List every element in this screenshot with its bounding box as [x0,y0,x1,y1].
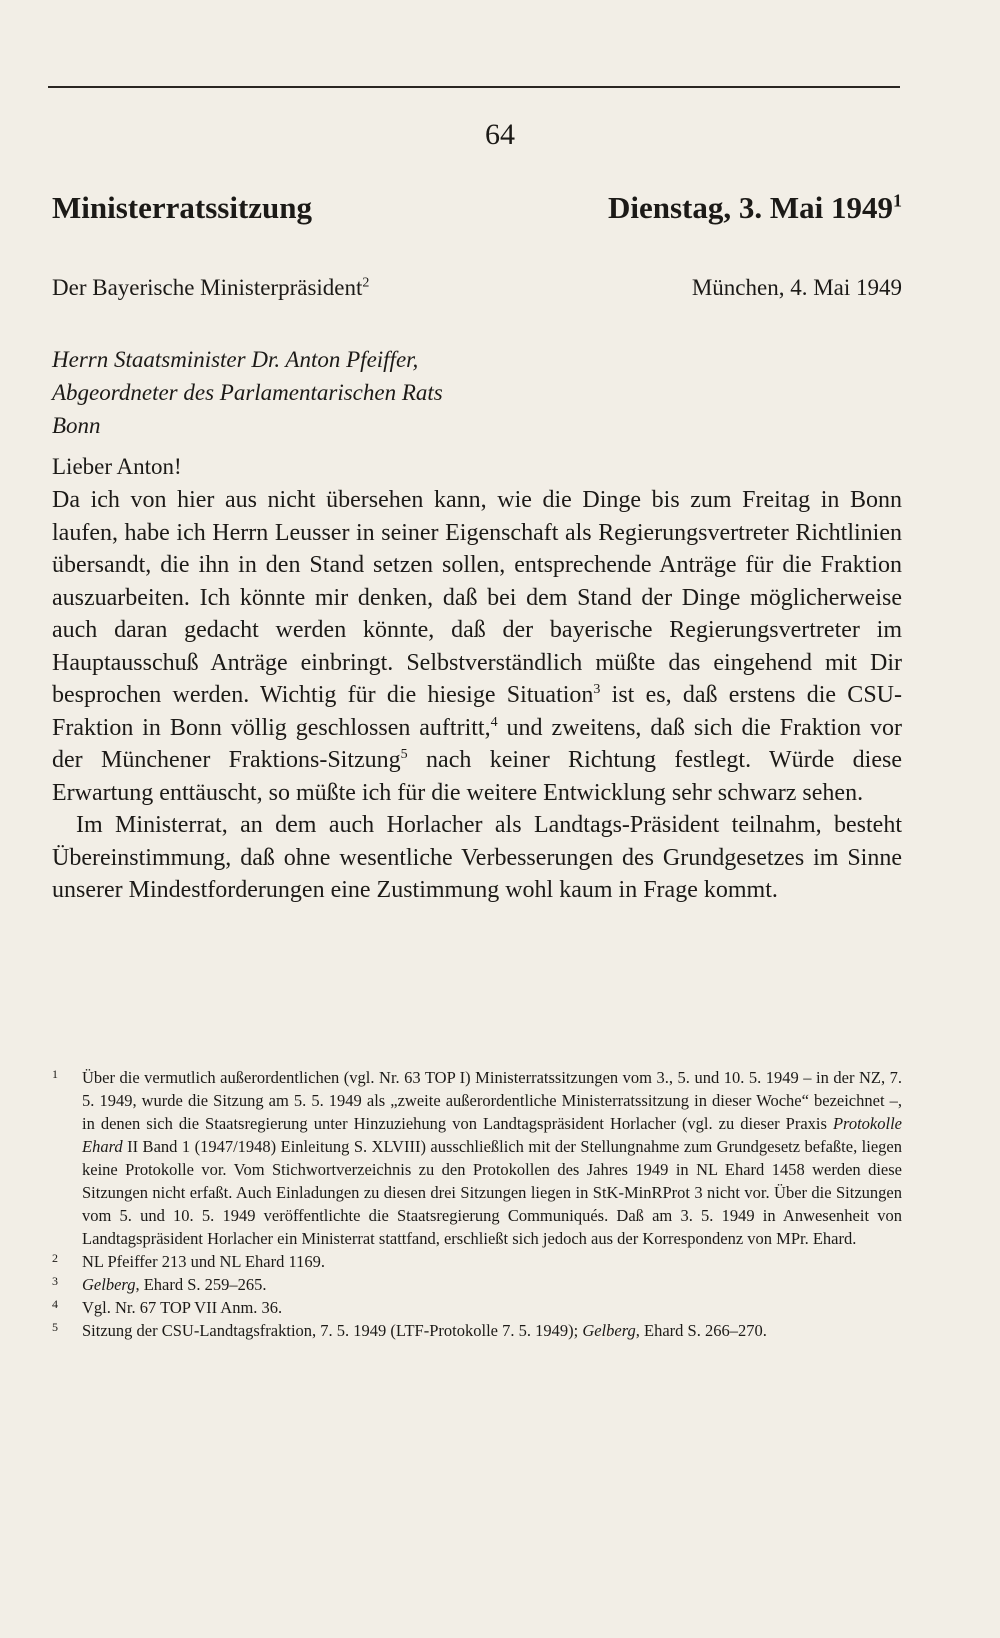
address-line: Herrn Staatsminister Dr. Anton Pfeiffer, [52,347,419,372]
footnote [52,1250,902,1273]
footnote [52,1296,902,1319]
sender-row [52,275,902,301]
footnote-text: Sitzung der CSU-Landtagsfraktion, 7. 5. 1949 (LTF-Protokolle 7. 5. 1949); Gelberg, Ehard S. 266–270. [82,1321,767,1340]
address-line: Abgeordneter des Parlamentarischen Rats [52,380,443,405]
footnote-text: Vgl. Nr. 67 TOP VII Anm. 36. [82,1298,283,1317]
footnote-ref: 5 [400,747,408,762]
address-line: Bonn [52,413,101,438]
paragraph: Da ich von hier aus nicht übersehen kann, wie die Dinge bis zum Freitag in Bonn laufen, habe ich Herrn Leusser in seiner Eigenschaft als Regierungsvertreter Richtlinien übersandt, die ihn in den Stand setzen sollen, entsprechende Anträge für die Fraktion auszuarbeiten. Ich könnte mir denken, daß bei dem Stand der Dinge möglicherweise auch daran gedacht werden könnte, daß der bayerische Regierungsvertreter im Hauptausschuß Anträge einbringt. Selbstverständlich müßte das eingehend mit Dir besprochen werden. Wichtig für die hiesige Situation$^3$ ist es, daß erstens die CSU-Fraktion in Bonn völlig geschlossen auftritt,$^4$ und zweitens, daß sich die Fraktion vor der Münchener Fraktions-Sitzung$^5$ nach keiner Richtung festlegt. Würde diese Erwartung enttäuscht, so müßte ich für die weitere Entwicklung sehr schwarz sehen. [52,487,902,806]
salutation: Lieber Anton! [52,454,182,479]
footnote-number: 4 [52,1297,58,1311]
footnote-ref: 4 [490,714,498,730]
footnote-text: NL Pfeiffer 213 und NL Ehard 1169. [82,1252,326,1271]
footnote [52,1066,902,1250]
footnote-ref: 2 [362,275,370,291]
footnotes [52,1066,902,1342]
footnote-text: Über die vermutlich außerordentlichen (vgl. Nr. 63 TOP I) Ministerratssitzungen vom 3., 5. und 10. 5. 1949 – in der NZ, 7. 5. 1949, wurde die Sitzung am 5. 5. 1949 als „zweite außerordentliche Ministerratssitzung in dieser Woche“ bezeichnet –, in denen sich die Staatsregierung unter Hinzuziehung von Landtagspräsident Horlacher (vgl. zu dieser Praxis Protokolle Ehard II Band 1 (1947/1948) Einleitung S. XLVIII) ausschließlich mit der Stellungnahme zum Grundgesetz befaßte, liegen keine Protokolle vor. Vom Stichwortverzeichnis zu den Protokollen des Jahres 1949 in NL Ehard 1458 werden diese Sitzungen nicht erfaßt. Auch Einladungen zu diesen drei Sitzungen liegen in StK-MinRProt 3 nicht vor. Über die Sitzungen vom 5. und 10. 5. 1949 veröffentlichte die Staatsregierung Communiqués. Daß am 3. 5. 1949 in Anwesenheit von Landtagspräsident Horlacher ein Ministerrat stattfand, erschließt sich jedoch aus der Korrespondenz von MPr. Ehard. [82,1068,902,1248]
footnote-number: 1 [52,1067,58,1081]
page-number: 64 [485,118,515,151]
top-rule [48,86,900,88]
footnote-ref: 3 [593,682,601,697]
footnote [52,1273,902,1296]
footnote-number: 5 [52,1320,58,1334]
footnote-number: 2 [52,1251,58,1265]
paragraph: Im Ministerrat, an dem auch Horlacher als Landtags-Präsident teilnahm, besteht Übereinstimmung, daß ohne wesentliche Verbesserungen des Grundgesetzes im Sinne unserer Mindestforderungen eine Zustimmung wohl kaum in Frage kommt. [52,812,902,903]
place-date: München, 4. Mai 1949 [691,275,902,300]
footnote-ref: 1 [893,190,902,211]
session-date: Dienstag, 3. Mai 1949$^1$ [607,190,902,225]
letter-body [52,484,902,907]
footnote-number: 3 [52,1274,58,1288]
document-header [52,190,902,226]
document-title: Ministerratssitzung [52,190,313,225]
recipient-address [52,343,443,442]
footnote-text: Gelberg, Ehard S. 259–265. [82,1275,267,1294]
sender: Der Bayerische Ministerpräsident$^2$ [52,275,370,300]
footnote [52,1319,902,1342]
